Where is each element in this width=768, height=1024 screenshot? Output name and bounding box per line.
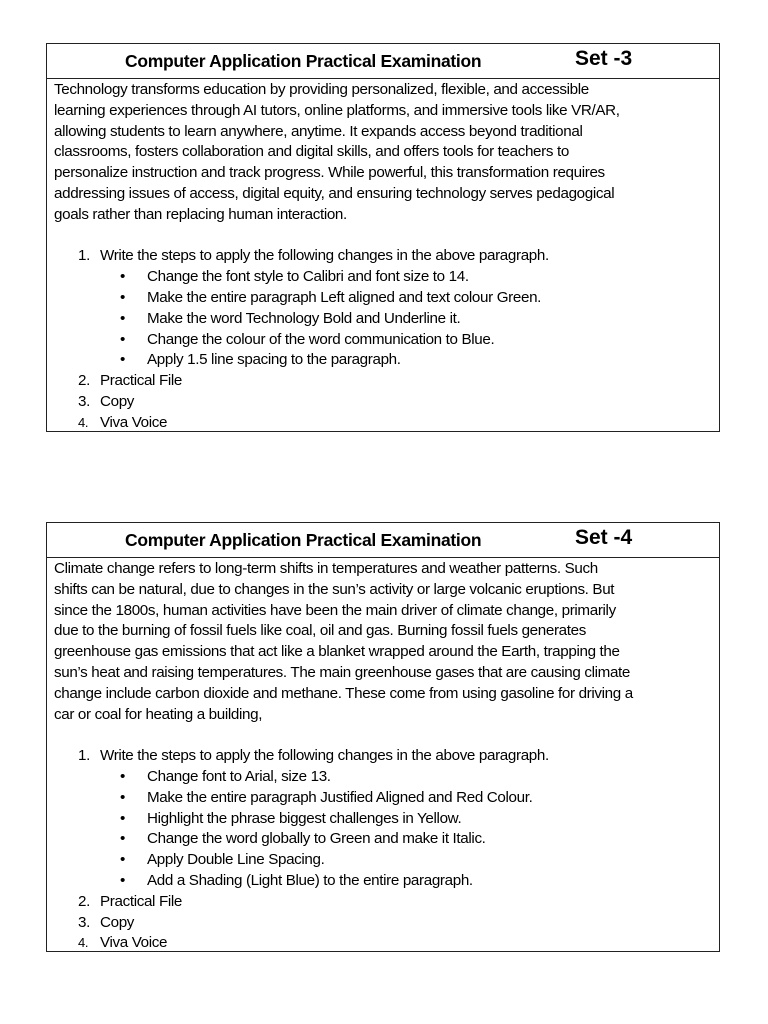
item-text: Viva Voice [100, 934, 168, 952]
item-number: 4. [78, 935, 89, 951]
paragraph-line: Technology transforms education by providing personalized, flexible, and accessible [54, 81, 589, 98]
bullet-item [54, 829, 719, 850]
exam-body [47, 558, 719, 954]
bullet-item [54, 288, 719, 309]
bullet-text: Highlight the phrase biggest challenges in Yellow. [147, 809, 462, 827]
bullet-item [54, 871, 719, 892]
bullet-text: Apply 1.5 line spacing to the paragraph. [147, 351, 401, 369]
item-number: 4. [78, 414, 89, 430]
item-text: Write the steps to apply the following changes in the above paragraph. [100, 247, 549, 265]
bullet-icon: • [120, 351, 125, 369]
bullet-text: Change the word globally to Green and make it Italic. [147, 830, 486, 848]
list-item [54, 413, 719, 434]
bullet-text: Apply Double Line Spacing. [147, 851, 325, 869]
task-list [54, 246, 719, 433]
list-item [54, 933, 719, 954]
title-row [47, 523, 719, 558]
title-row [47, 44, 719, 79]
paragraph-line: goals rather than replacing human interaction. [54, 205, 347, 223]
paragraph-line: learning experiences through AI tutors, online platforms, and immersive tools like VR/AR, [54, 101, 620, 119]
bullet-icon: • [120, 288, 125, 306]
paragraph [54, 559, 719, 725]
spacer [54, 725, 719, 746]
bullet-item [54, 850, 719, 871]
item-text: Copy [100, 392, 135, 410]
list-item [54, 746, 719, 767]
item-number: 1. [78, 247, 90, 265]
bullet-text: Add a Shading (Light Blue) to the entire paragraph. [147, 871, 473, 889]
item-text: Practical File [100, 372, 183, 390]
paragraph-line: car or coal for heating a building, [54, 705, 263, 723]
bullet-item [54, 350, 719, 371]
list-item [54, 913, 719, 934]
paragraph-line: shifts can be natural, due to changes in the sun’s activity or large volcanic eruptions. But [54, 580, 615, 598]
item-text: Write the steps to apply the following changes in the above paragraph. [100, 747, 549, 765]
item-text: Copy [100, 913, 135, 931]
bullet-icon: • [120, 830, 125, 848]
paragraph-line: due to the burning of fossil fuels like coal, oil and gas. Burning fossil fuels generates [54, 622, 586, 640]
item-number: 2. [78, 892, 90, 910]
bullet-item [54, 767, 719, 788]
exam-body [47, 79, 719, 434]
paragraph-line: greenhouse gas emissions that act like a blanket wrapped around the Earth, trapping the [54, 643, 620, 661]
bullet-icon: • [120, 309, 125, 327]
list-item [54, 246, 719, 267]
paragraph-line: classrooms, fosters collaboration and digital skills, and offers tools for teachers to [54, 143, 569, 161]
bullet-item [54, 267, 719, 288]
bullet-text: Make the entire paragraph Justified Aligned and Red Colour. [147, 788, 533, 806]
paragraph-line: allowing students to learn anywhere, anytime. It expands access beyond traditional [54, 122, 583, 140]
list-item [54, 392, 719, 413]
list-item [54, 892, 719, 913]
bullet-icon: • [120, 871, 125, 889]
list-item [54, 371, 719, 392]
item-number: 2. [78, 372, 90, 390]
exam-title: Computer Application Practical Examination [125, 530, 482, 550]
task-list [54, 746, 719, 954]
item-number: 3. [78, 913, 90, 931]
bullet-text: Change font to Arial, size 13. [147, 767, 331, 785]
paragraph-line: sun’s heat and raising temperatures. The main greenhouse gases that are causing climate [54, 663, 631, 681]
bullet-item [54, 309, 719, 330]
paragraph-line: Climate change refers to long-term shifts in temperatures and weather patterns. Such [54, 560, 598, 577]
item-text: Viva Voice [100, 413, 168, 431]
paragraph-line: addressing issues of access, digital equity, and ensuring technology serves pedagogical [54, 184, 615, 202]
bullet-item [54, 330, 719, 351]
bullet-text: Change the font style to Calibri and font size to 14. [147, 268, 469, 286]
paragraph-line: personalize instruction and track progress. While powerful, this transformation requires [54, 164, 605, 182]
spacer [54, 226, 719, 247]
bullet-icon: • [120, 809, 125, 827]
paragraph [54, 80, 719, 226]
item-number: 3. [78, 392, 90, 410]
exam-set-3 [46, 43, 720, 432]
bullet-icon: • [120, 268, 125, 286]
bullet-icon: • [120, 767, 125, 785]
bullet-item [54, 809, 719, 830]
set-label: Set -3 [575, 47, 633, 70]
paragraph-line: change include carbon dioxide and methane. These come from using gasoline for driving a [54, 684, 633, 702]
bullet-icon: • [120, 788, 125, 806]
bullet-text: Make the word Technology Bold and Underline it. [147, 309, 461, 327]
item-number: 1. [78, 747, 90, 765]
bullet-icon: • [120, 330, 125, 348]
bullet-text: Make the entire paragraph Left aligned and text colour Green. [147, 288, 542, 306]
paragraph-line: since the 1800s, human activities have been the main driver of climate change, primarily [54, 601, 616, 619]
item-text: Practical File [100, 892, 183, 910]
bullet-item [54, 788, 719, 809]
exam-title: Computer Application Practical Examination [125, 51, 482, 71]
bullet-icon: • [120, 851, 125, 869]
set-label: Set -4 [575, 526, 633, 549]
bullet-text: Change the colour of the word communication to Blue. [147, 330, 495, 348]
exam-set-4 [46, 522, 720, 952]
